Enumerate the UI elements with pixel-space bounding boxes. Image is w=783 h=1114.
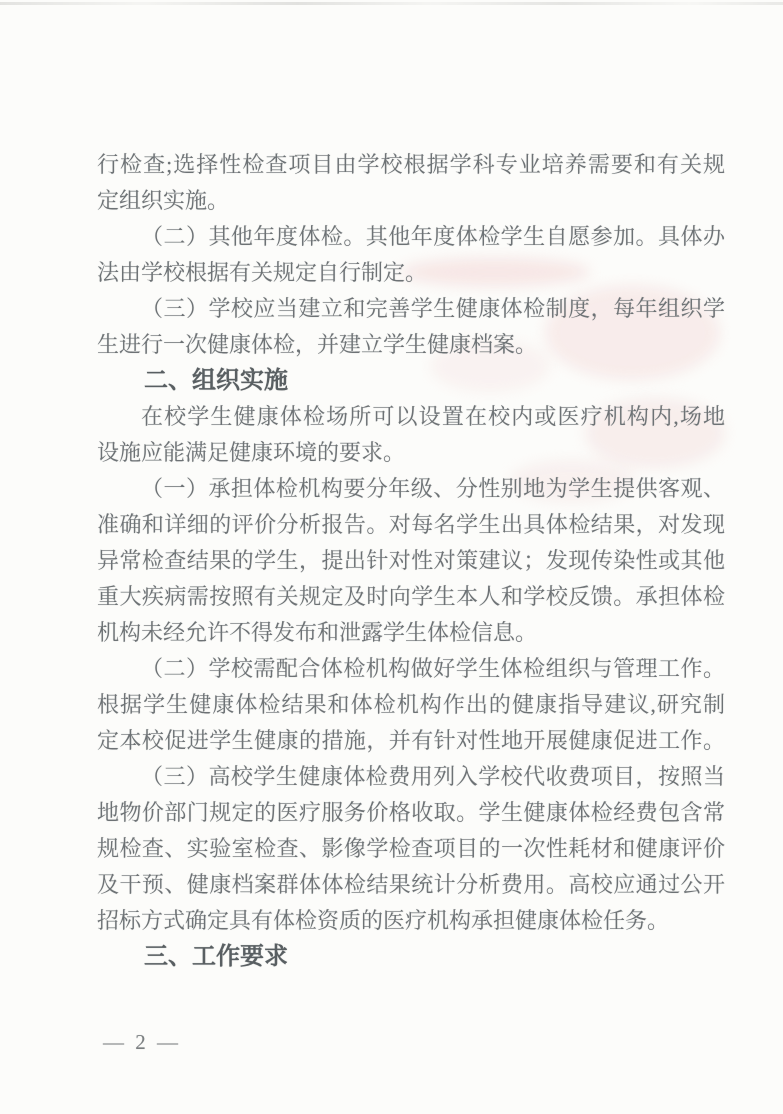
body-line: （三）高校学生健康体检费用列入学校代收费项目，按照当	[141, 764, 725, 789]
body-line: 规检查、实验室检查、影像学检查项目的一次性耗材和健康评价	[97, 836, 725, 861]
body-line: 根据学生健康体检结果和体检机构作出的健康指导建议,研究制	[97, 692, 725, 717]
body-line: 准确和详细的评价分析报告。对每名学生出具体检结果，对发现	[97, 512, 725, 537]
body-line: 异常检查结果的学生，提出针对性对策建议；发现传染性或其他	[97, 548, 725, 573]
body-line: 定本校促进学生健康的措施，并有针对性地开展健康促进工作。	[97, 728, 725, 753]
body-line: 定组织实施。	[97, 188, 230, 213]
body-line: 在校学生健康体检场所可以设置在校内或医疗机构内,场地	[141, 404, 725, 429]
body-line: 设施应能满足健康环境的要求。	[97, 440, 406, 465]
body-line: 法由学校根据有关规定自行制定。	[97, 260, 428, 285]
body-line: （三）学校应当建立和完善学生健康体检制度，每年组织学	[141, 296, 725, 321]
section-heading: 三、工作要求	[144, 943, 288, 970]
body-line: （二）学校需配合体检机构做好学生体检组织与管理工作。	[141, 656, 725, 681]
body-line: （二）其他年度体检。其他年度体检学生自愿参加。具体办	[141, 224, 725, 249]
document-body	[97, 147, 725, 975]
body-line: 及干预、健康档案群体体检结果统计分析费用。高校应通过公开	[97, 872, 725, 897]
section-heading: 二、组织实施	[144, 367, 288, 394]
body-line: （一）承担体检机构要分年级、分性别地为学生提供客观、	[141, 476, 725, 501]
page-number: — 2 —	[103, 1030, 181, 1054]
body-line: 地物价部门规定的医疗服务价格收取。学生健康体检经费包含常	[97, 800, 725, 825]
body-line: 行检查;选择性检查项目由学校根据学科专业培养需要和有关规	[97, 152, 725, 177]
body-line: 招标方式确定具有体检资质的医疗机构承担健康体检任务。	[97, 908, 670, 933]
body-line: 生进行一次健康体检，并建立学生健康档案。	[97, 332, 538, 357]
body-line: 重大疾病需按照有关规定及时向学生本人和学校反馈。承担体检	[97, 584, 725, 609]
body-line: 机构未经允许不得发布和泄露学生体检信息。	[97, 620, 538, 645]
scan-top-edge	[0, 2, 783, 5]
